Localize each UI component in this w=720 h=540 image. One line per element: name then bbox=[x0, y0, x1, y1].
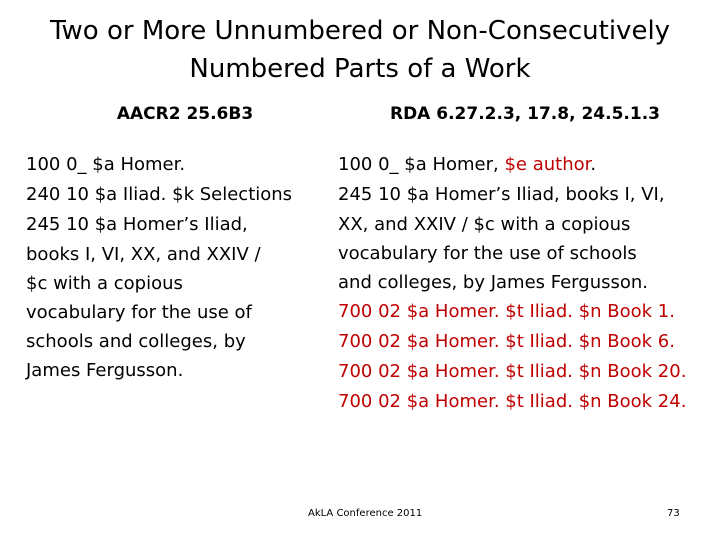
field-100 bbox=[338, 150, 718, 180]
field-100-text: 100 0_ $a Homer, bbox=[338, 154, 499, 175]
rda-record bbox=[338, 150, 718, 417]
field-240: 240 10 $a Iliad. $k Selections bbox=[26, 184, 293, 205]
field-245 bbox=[338, 180, 718, 297]
field-100: 100 0_ $a Homer. bbox=[26, 154, 186, 175]
field-245-line: $c with a copious bbox=[26, 273, 183, 294]
field-245-line: books I, VI, XX, and XXIV / bbox=[26, 244, 261, 265]
page-number: 73 bbox=[667, 508, 680, 519]
field-700: 700 02 $a Homer. $t Iliad. $n Book 20. bbox=[338, 361, 687, 382]
field-245-line: and colleges, by James Fergusson. bbox=[338, 272, 648, 293]
field-700: 700 02 $a Homer. $t Iliad. $n Book 24. bbox=[338, 391, 687, 412]
relator-term: $e author bbox=[498, 154, 591, 175]
field-245 bbox=[26, 210, 326, 385]
footer-conference: AkLA Conference 2011 bbox=[308, 508, 423, 519]
field-245-line: 245 10 $a Homer’s Iliad, bbox=[26, 214, 248, 235]
field-700: 700 02 $a Homer. $t Iliad. $n Book 6. bbox=[338, 331, 675, 352]
aacr2-heading: AACR2 25.6B3 bbox=[116, 104, 254, 124]
field-100-end: . bbox=[590, 154, 597, 175]
rda-heading: RDA 6.27.2.3, 17.8, 24.5.1.3 bbox=[389, 104, 660, 124]
field-245-line: vocabulary for the use of bbox=[26, 302, 252, 323]
slide-title bbox=[0, 12, 720, 88]
field-245-line: schools and colleges, by bbox=[26, 331, 246, 352]
field-245-line: 245 10 $a Homer’s Iliad, books I, VI, bbox=[338, 184, 665, 205]
title-line-1: Two or More Unnumbered or Non-Consecutively bbox=[49, 16, 671, 46]
field-245-line: XX, and XXIV / $c with a copious bbox=[338, 214, 631, 235]
field-700: 700 02 $a Homer. $t Iliad. $n Book 1. bbox=[338, 301, 675, 322]
field-245-line: James Fergusson. bbox=[26, 360, 184, 381]
aacr2-record bbox=[26, 150, 326, 385]
title-line-2: Numbered Parts of a Work bbox=[189, 54, 531, 84]
field-245-line: vocabulary for the use of schools bbox=[338, 243, 637, 264]
